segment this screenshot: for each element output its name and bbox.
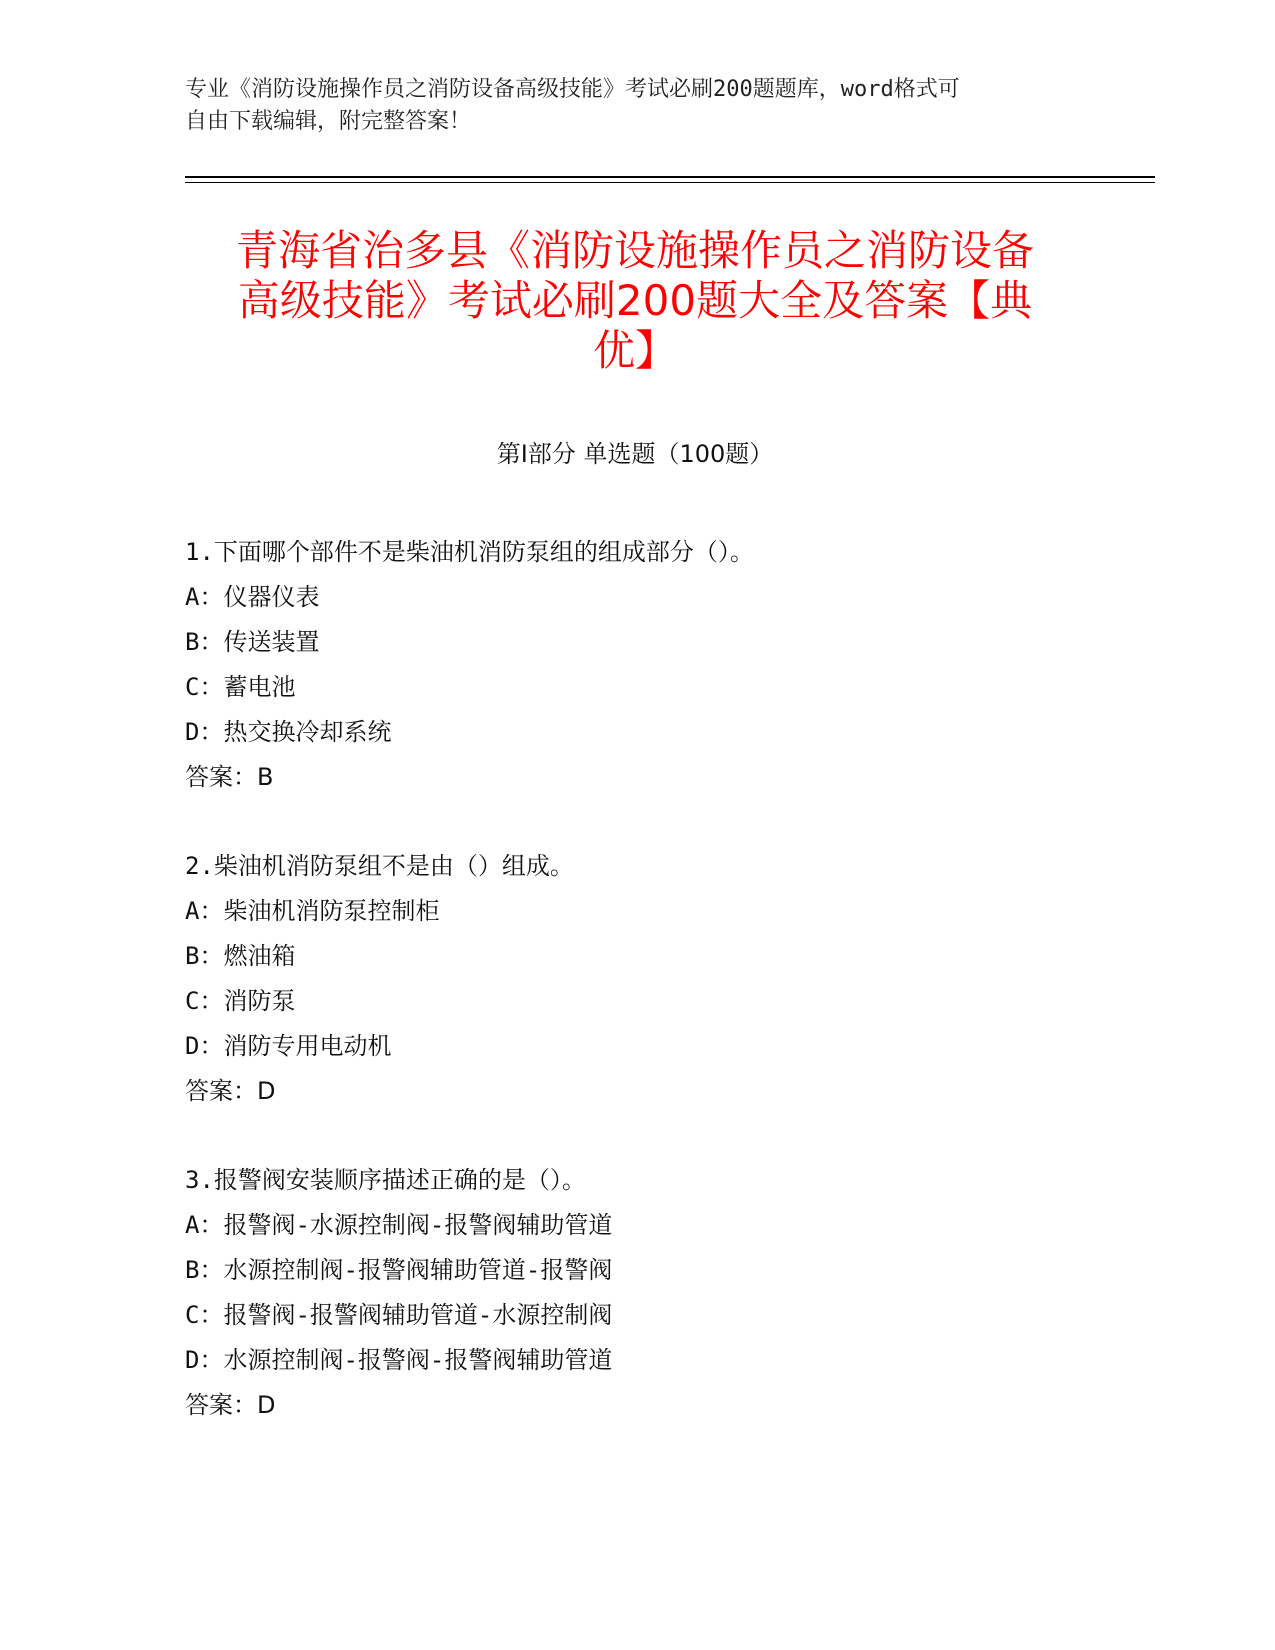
option-b: B：燃油箱	[185, 942, 296, 970]
title-line-1: 青海省治多县《消防设施操作员之消防设备	[235, 226, 1034, 275]
option-a: A：报警阀-水源控制阀-报警阀辅助管道	[185, 1211, 613, 1239]
option-d: D：消防专用电动机	[185, 1032, 392, 1060]
header-note-line-1: 专业《消防设施操作员之消防设备高级技能》考试必刷200题题库，word格式可	[185, 77, 960, 102]
question-stem: 2.柴油机消防泵组不是由（）组成。	[185, 852, 574, 880]
header-divider-thick	[185, 176, 1155, 178]
question-list	[185, 530, 1145, 1472]
option-c: C：蓄电池	[185, 673, 296, 701]
section-heading: 第Ⅰ部分 单选题（100题）	[496, 440, 774, 468]
question-1	[185, 530, 1145, 800]
header-divider-thin	[185, 182, 1155, 183]
option-a: A：仪器仪表	[185, 583, 320, 611]
question-2	[185, 844, 1145, 1114]
option-a: A：柴油机消防泵控制柜	[185, 897, 440, 925]
header-note-line-2: 自由下载编辑，附完整答案！	[185, 109, 472, 134]
option-c: C：消防泵	[185, 987, 296, 1015]
title-line-3: 优】	[592, 326, 677, 375]
option-d: D：热交换冷却系统	[185, 718, 392, 746]
header-note	[185, 74, 1085, 138]
option-d: D：水源控制阀-报警阀-报警阀辅助管道	[185, 1346, 613, 1374]
question-stem: 3.报警阀安装顺序描述正确的是（）。	[185, 1166, 586, 1194]
title-line-2: 高级技能》考试必刷200题大全及答案【典	[237, 276, 1033, 325]
answer: 答案：D	[185, 1077, 276, 1105]
answer: 答案：B	[185, 763, 274, 791]
answer: 答案：D	[185, 1391, 276, 1419]
option-b: B：水源控制阀-报警阀辅助管道-报警阀	[185, 1256, 613, 1284]
option-b: B：传送装置	[185, 628, 320, 656]
question-3	[185, 1158, 1145, 1428]
document-title	[185, 226, 1085, 376]
option-c: C：报警阀-报警阀辅助管道-水源控制阀	[185, 1301, 613, 1329]
question-stem: 1.下面哪个部件不是柴油机消防泵组的组成部分（）。	[185, 538, 754, 566]
